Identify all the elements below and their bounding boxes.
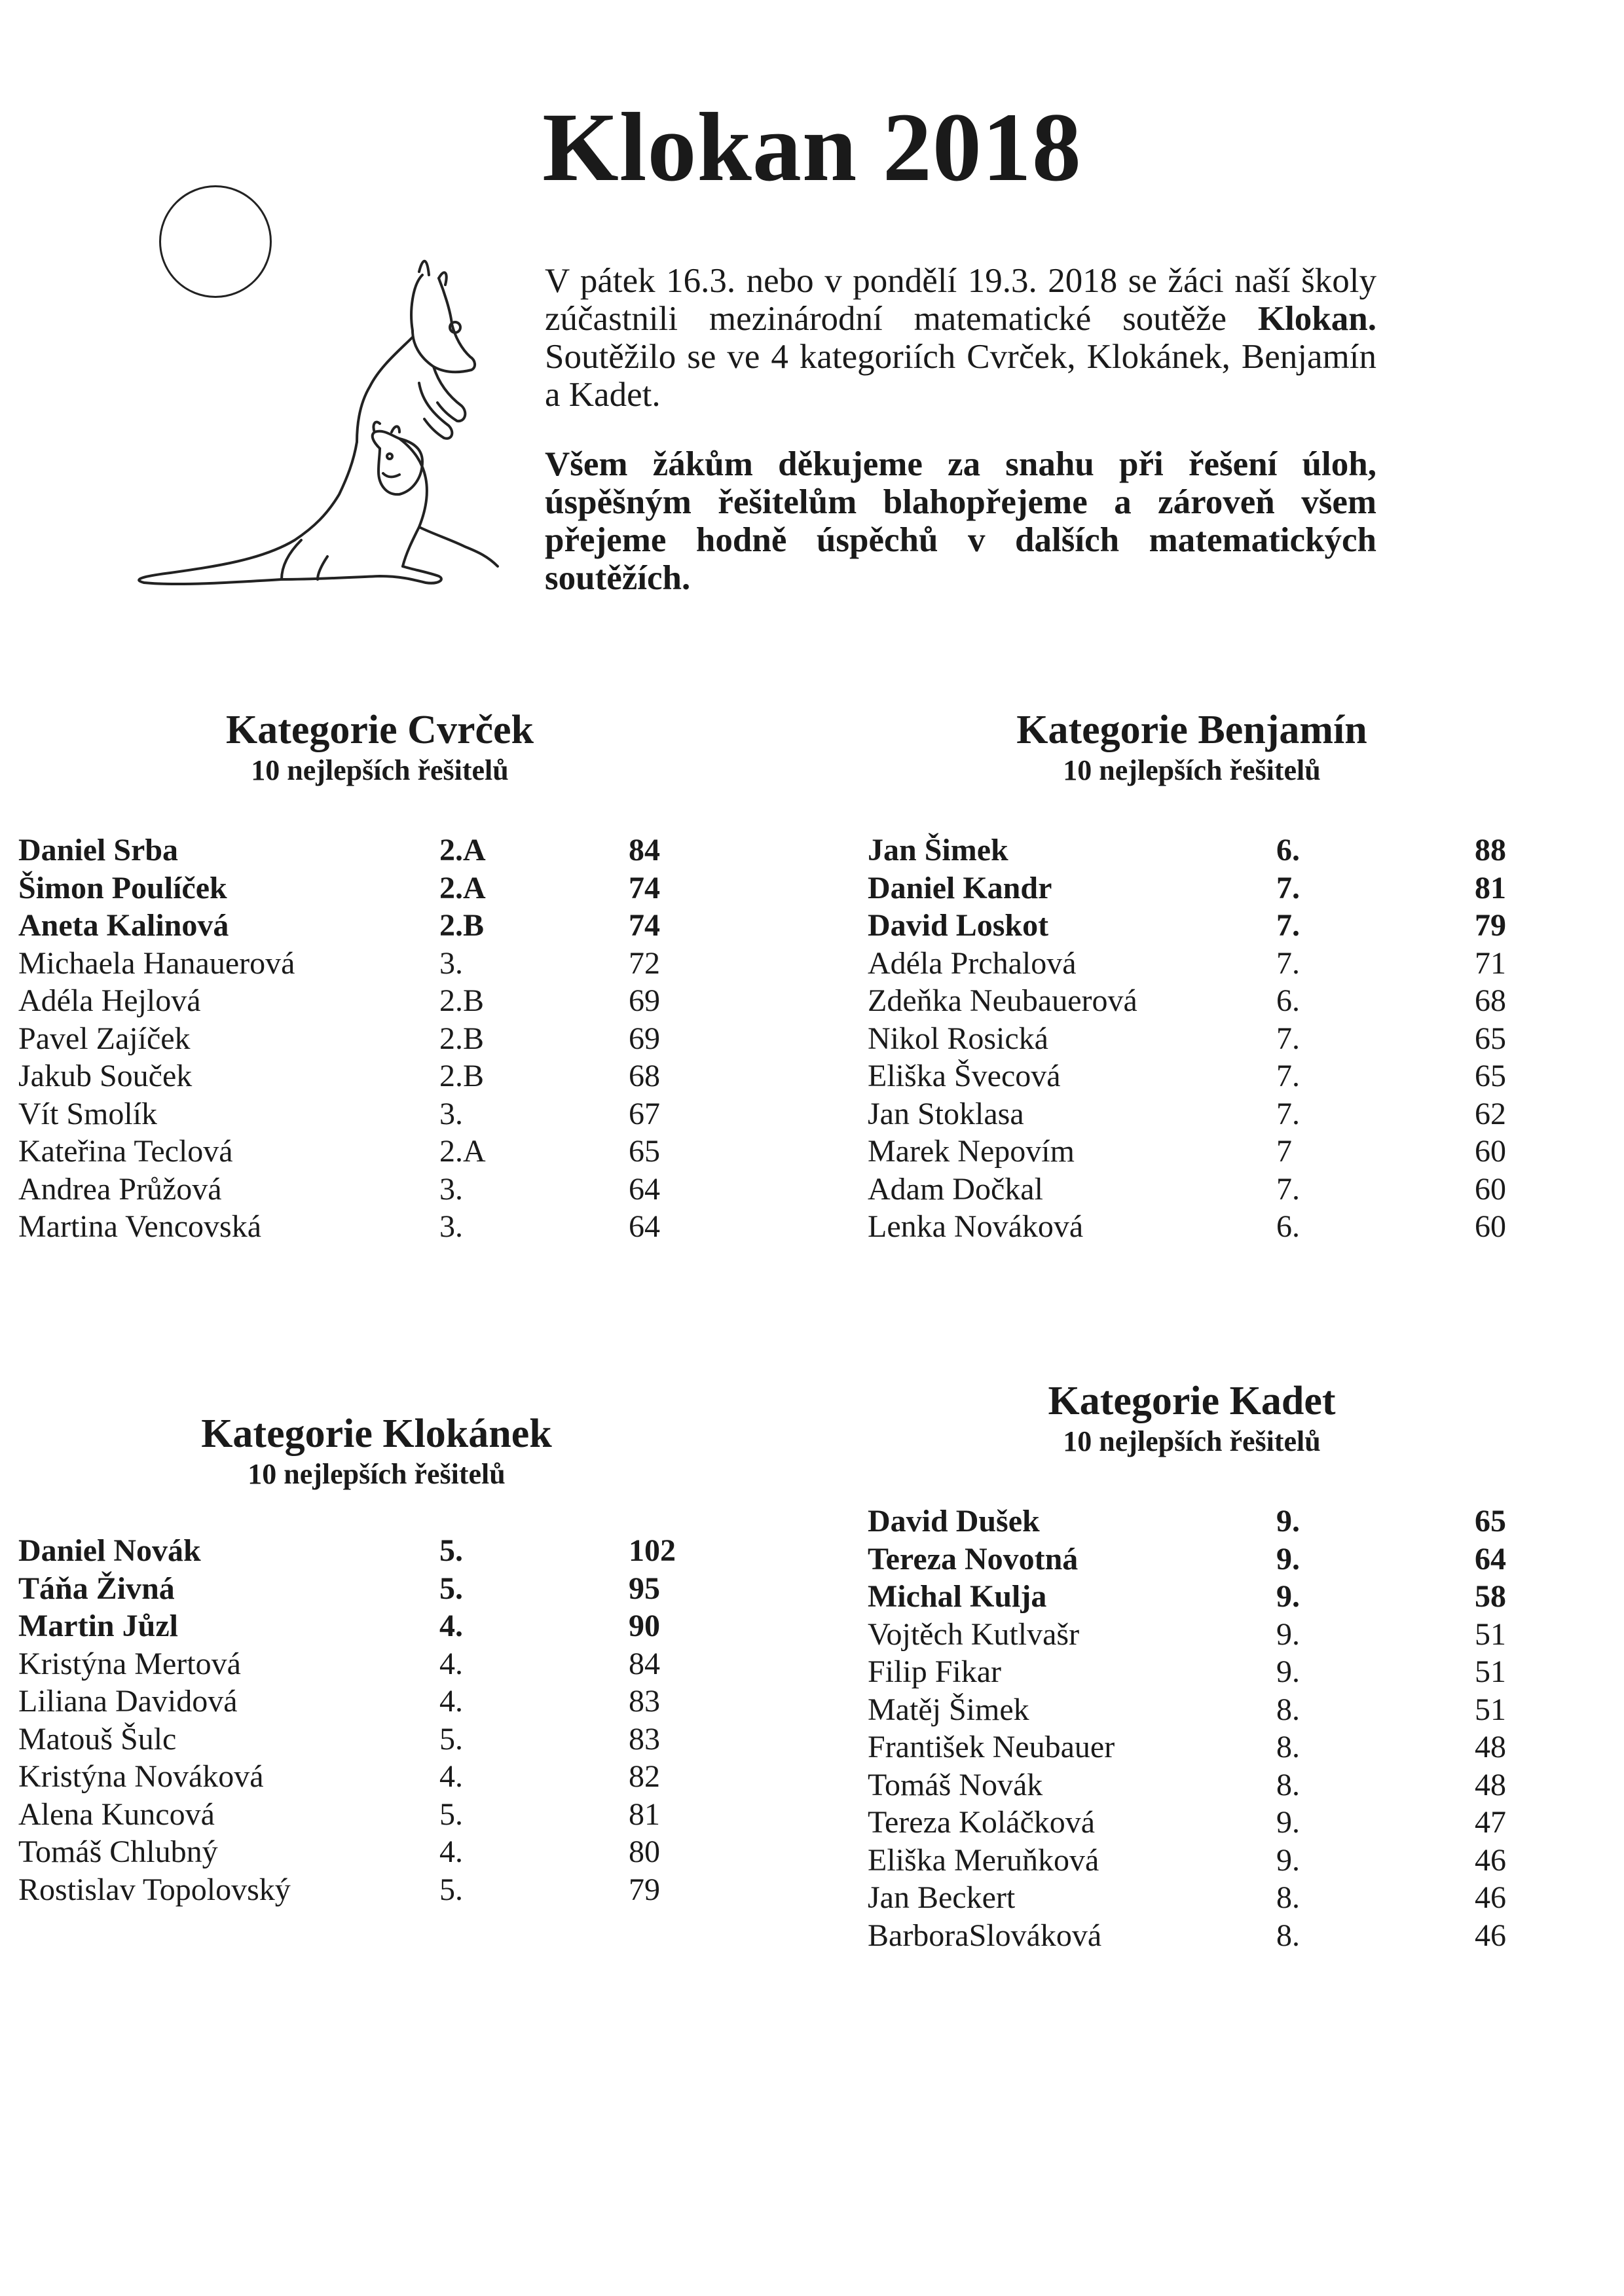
result-score: 65	[1475, 1504, 1506, 1539]
result-class: 2.B	[439, 983, 485, 1018]
result-row	[18, 1683, 673, 1721]
result-row	[868, 1766, 1506, 1804]
result-class: 3.	[439, 1209, 463, 1244]
intro-p1-bold: Klokan.	[1257, 300, 1376, 338]
result-class: 6.	[1276, 1209, 1300, 1244]
category-header-cvrcek	[85, 707, 674, 788]
result-name: Michal Kulja	[868, 1579, 1047, 1614]
result-class: 2.B	[439, 1021, 485, 1056]
result-name: Adéla Prchalová	[868, 945, 1077, 981]
result-name: Vít Smolík	[18, 1096, 158, 1131]
result-class: 3.	[439, 1171, 463, 1207]
result-row	[868, 982, 1506, 1020]
result-name: Šimon Poulíček	[18, 870, 227, 905]
result-row	[18, 945, 673, 983]
result-class: 8.	[1276, 1692, 1300, 1727]
result-class: 4.	[439, 1609, 463, 1643]
result-score: 48	[1475, 1767, 1506, 1802]
category-title: Kategorie Kadet	[1048, 1379, 1336, 1423]
result-row	[868, 1020, 1506, 1058]
result-name: Aneta Kalinová	[18, 908, 229, 943]
result-row	[18, 1171, 673, 1209]
category-title: Kategorie Cvrček	[226, 708, 534, 752]
result-score: 46	[1475, 1842, 1506, 1878]
result-class: 4.	[439, 1684, 463, 1719]
result-class: 9.	[1276, 1579, 1300, 1614]
result-name: Rostislav Topolovský	[18, 1872, 291, 1907]
result-name: Kateřina Teclová	[18, 1134, 233, 1169]
result-name: Daniel Novák	[18, 1533, 201, 1568]
result-row	[18, 1057, 673, 1095]
result-row	[868, 1540, 1506, 1578]
result-class: 2.A	[439, 1134, 486, 1169]
result-row	[18, 1133, 673, 1171]
result-score: 65	[1475, 1021, 1506, 1056]
result-class: 5.	[439, 1721, 463, 1757]
result-score: 69	[629, 1021, 660, 1056]
result-score: 102	[629, 1533, 676, 1568]
result-score: 69	[629, 983, 660, 1018]
result-row	[868, 1095, 1506, 1133]
result-name: Adam Dočkal	[868, 1171, 1043, 1207]
result-row	[18, 1871, 673, 1909]
category-subtitle: 10 nejlepších řešitelů	[251, 754, 509, 786]
result-name: Eliška Meruňková	[868, 1842, 1099, 1878]
result-name: Lenka Nováková	[868, 1209, 1084, 1244]
result-class: 8.	[1276, 1730, 1300, 1764]
category-subtitle: 10 nejlepších řešitelů	[248, 1458, 506, 1490]
results-cvrcek	[18, 831, 673, 1246]
result-name: Daniel Kandr	[868, 870, 1052, 905]
result-row	[18, 1607, 673, 1645]
result-row	[868, 1917, 1506, 1955]
result-row	[18, 1020, 673, 1058]
result-score: 90	[629, 1609, 660, 1643]
result-class: 3.	[439, 1096, 463, 1131]
result-class: 7.	[1276, 908, 1300, 943]
result-class: 4.	[439, 1759, 463, 1794]
result-row	[18, 1758, 673, 1796]
results-benjamin	[868, 831, 1506, 1246]
result-score: 48	[1475, 1730, 1506, 1764]
result-row	[18, 1532, 676, 1570]
result-class: 5.	[439, 1571, 463, 1606]
result-score: 46	[1475, 1918, 1506, 1953]
result-score: 71	[1475, 945, 1506, 981]
result-name: Táňa Živná	[18, 1571, 175, 1606]
kangaroo-icon	[131, 252, 537, 609]
result-row	[18, 831, 673, 869]
result-row	[868, 1503, 1506, 1540]
category-title: Kategorie Klokánek	[201, 1412, 552, 1456]
result-name: Marek Nepovím	[868, 1134, 1075, 1169]
result-row	[868, 1171, 1506, 1209]
result-class: 6.	[1276, 833, 1300, 867]
result-name: Michaela Hanauerová	[18, 945, 295, 981]
result-name: Liliana Davidová	[18, 1684, 238, 1719]
result-name: Jan Šimek	[868, 833, 1008, 867]
result-score: 81	[1475, 870, 1506, 905]
result-score: 84	[629, 833, 660, 867]
result-row	[18, 1833, 673, 1871]
result-score: 83	[629, 1721, 660, 1757]
result-row	[868, 1208, 1506, 1246]
result-name: Matěj Šimek	[868, 1692, 1029, 1727]
result-class: 9.	[1276, 1805, 1300, 1840]
result-class: 7.	[1276, 1096, 1300, 1131]
result-score: 80	[629, 1834, 660, 1869]
result-class: 3.	[439, 945, 463, 981]
result-class: 9.	[1276, 1504, 1300, 1539]
result-class: 9.	[1276, 1616, 1300, 1652]
result-score: 95	[629, 1571, 660, 1606]
result-class: 7.	[1276, 1059, 1300, 1093]
result-score: 88	[1475, 833, 1506, 867]
result-class: 7.	[1276, 1021, 1300, 1056]
result-name: Tomáš Novák	[868, 1767, 1043, 1802]
result-score: 68	[629, 1059, 660, 1093]
result-row	[18, 869, 673, 907]
category-title: Kategorie Benjamín	[1016, 708, 1367, 752]
result-row	[868, 831, 1506, 869]
result-score: 81	[629, 1796, 660, 1832]
result-row	[868, 1578, 1506, 1616]
result-row	[868, 1842, 1506, 1880]
result-name: Pavel Zajíček	[18, 1021, 191, 1056]
result-score: 82	[629, 1759, 660, 1794]
category-header-kadet	[897, 1378, 1486, 1459]
result-name: Zdeňka Neubauerová	[868, 983, 1137, 1018]
result-row	[868, 1691, 1506, 1729]
result-class: 8.	[1276, 1880, 1300, 1915]
result-name: Adéla Hejlová	[18, 983, 201, 1018]
result-class: 9.	[1276, 1842, 1300, 1878]
result-row	[868, 869, 1506, 907]
result-name: Martina Vencovská	[18, 1209, 262, 1244]
result-score: 84	[629, 1646, 660, 1681]
intro-p1-end: Soutěžilo se ve 4 kategoriích Cvrček, Klokánek, Benjamín a Kadet.	[545, 338, 1376, 414]
result-class: 7.	[1276, 1171, 1300, 1207]
result-score: 79	[629, 1872, 660, 1907]
result-name: Kristýna Nováková	[18, 1759, 264, 1794]
result-name: David Loskot	[868, 908, 1049, 943]
results-kadet	[868, 1503, 1506, 1954]
result-row	[868, 945, 1506, 983]
result-row	[18, 1095, 673, 1133]
category-subtitle: 10 nejlepších řešitelů	[1063, 754, 1321, 786]
result-name: Daniel Srba	[18, 833, 179, 867]
result-row	[18, 1570, 673, 1608]
result-name: František Neubauer	[868, 1730, 1115, 1764]
page-title: Klokan 2018	[542, 93, 1082, 202]
result-row	[18, 1721, 673, 1758]
result-name: BarboraSlováková	[868, 1918, 1102, 1953]
result-score: 67	[629, 1096, 660, 1131]
result-row	[18, 1796, 673, 1834]
result-score: 65	[629, 1134, 660, 1169]
result-row	[868, 1879, 1506, 1917]
result-score: 74	[629, 908, 660, 943]
category-header-klokanek	[82, 1411, 671, 1492]
result-score: 60	[1475, 1171, 1506, 1207]
result-score: 64	[629, 1171, 660, 1207]
result-class: 2.A	[439, 870, 486, 905]
result-class: 7.	[1276, 945, 1300, 981]
result-score: 64	[1475, 1541, 1506, 1576]
result-row	[18, 907, 673, 945]
result-score: 60	[1475, 1209, 1506, 1244]
result-class: 2.B	[439, 908, 485, 943]
result-class: 9.	[1276, 1541, 1300, 1576]
result-name: Eliška Švecová	[868, 1059, 1061, 1093]
result-score: 79	[1475, 908, 1506, 943]
result-class: 6.	[1276, 983, 1300, 1018]
result-score: 51	[1475, 1654, 1506, 1689]
result-class: 4.	[439, 1834, 463, 1869]
result-class: 9.	[1276, 1654, 1300, 1689]
result-score: 46	[1475, 1880, 1506, 1915]
category-header-benjamin	[897, 707, 1486, 788]
result-row	[868, 1616, 1506, 1654]
result-row	[18, 982, 673, 1020]
result-score: 60	[1475, 1134, 1506, 1169]
result-name: Jakub Souček	[18, 1059, 193, 1093]
intro-p1-start: V pátek 16.3. nebo v pondělí 19.3. 2018 se žáci naší školy zúčastnili mezinárodní matematické soutěže	[545, 262, 1376, 338]
result-name: Alena Kuncová	[18, 1796, 215, 1832]
result-row	[18, 1645, 673, 1683]
intro-paragraph-2: Všem žákům děkujeme za snahu při řešení úloh, úspěšným řešitelům blahopřejeme a zároveň všem přejeme hodně úspěchů v dalších matematických soutěžích.	[545, 445, 1376, 597]
result-name: Filip Fikar	[868, 1654, 1002, 1689]
result-row	[868, 1728, 1506, 1766]
result-class: 7.	[1276, 870, 1300, 905]
result-name: Tereza Koláčková	[868, 1805, 1096, 1840]
result-class: 2.B	[439, 1059, 485, 1093]
result-score: 72	[629, 945, 660, 981]
result-row	[868, 907, 1506, 945]
intro-paragraph-1	[545, 262, 1376, 414]
results-klokanek	[18, 1532, 676, 1908]
result-class: 5.	[439, 1533, 463, 1568]
result-name: David Dušek	[868, 1504, 1040, 1539]
result-row	[868, 1057, 1506, 1095]
result-name: Kristýna Mertová	[18, 1646, 241, 1681]
result-class: 2.A	[439, 833, 486, 867]
result-class: 4.	[439, 1646, 463, 1681]
result-score: 51	[1475, 1692, 1506, 1727]
result-class: 5.	[439, 1796, 463, 1832]
result-class: 8.	[1276, 1918, 1300, 1953]
result-name: Tereza Novotná	[868, 1541, 1079, 1576]
result-score: 65	[1475, 1059, 1506, 1093]
result-name: Matouš Šulc	[18, 1721, 177, 1757]
result-name: Tomáš Chlubný	[18, 1834, 218, 1869]
result-name: Jan Stoklasa	[868, 1096, 1024, 1131]
category-subtitle: 10 nejlepších řešitelů	[1063, 1425, 1321, 1457]
result-score: 83	[629, 1684, 660, 1719]
result-row	[868, 1804, 1506, 1842]
result-score: 62	[1475, 1096, 1506, 1131]
result-score: 64	[629, 1209, 660, 1244]
intro-text	[545, 262, 1376, 629]
result-score: 51	[1475, 1616, 1506, 1652]
result-name: Martin Jůzl	[18, 1609, 178, 1643]
result-name: Nikol Rosická	[868, 1021, 1048, 1056]
result-score: 58	[1475, 1579, 1506, 1614]
result-class: 7	[1276, 1134, 1292, 1169]
result-score: 74	[629, 870, 660, 905]
result-name: Jan Beckert	[868, 1880, 1016, 1915]
result-row	[868, 1653, 1506, 1691]
result-score: 47	[1475, 1805, 1506, 1840]
result-row	[18, 1208, 673, 1246]
result-row	[868, 1133, 1506, 1171]
result-name: Vojtěch Kutlvašr	[868, 1616, 1080, 1652]
result-name: Andrea Průžová	[18, 1171, 222, 1207]
result-score: 68	[1475, 983, 1506, 1018]
result-class: 5.	[439, 1872, 463, 1907]
result-class: 8.	[1276, 1767, 1300, 1802]
